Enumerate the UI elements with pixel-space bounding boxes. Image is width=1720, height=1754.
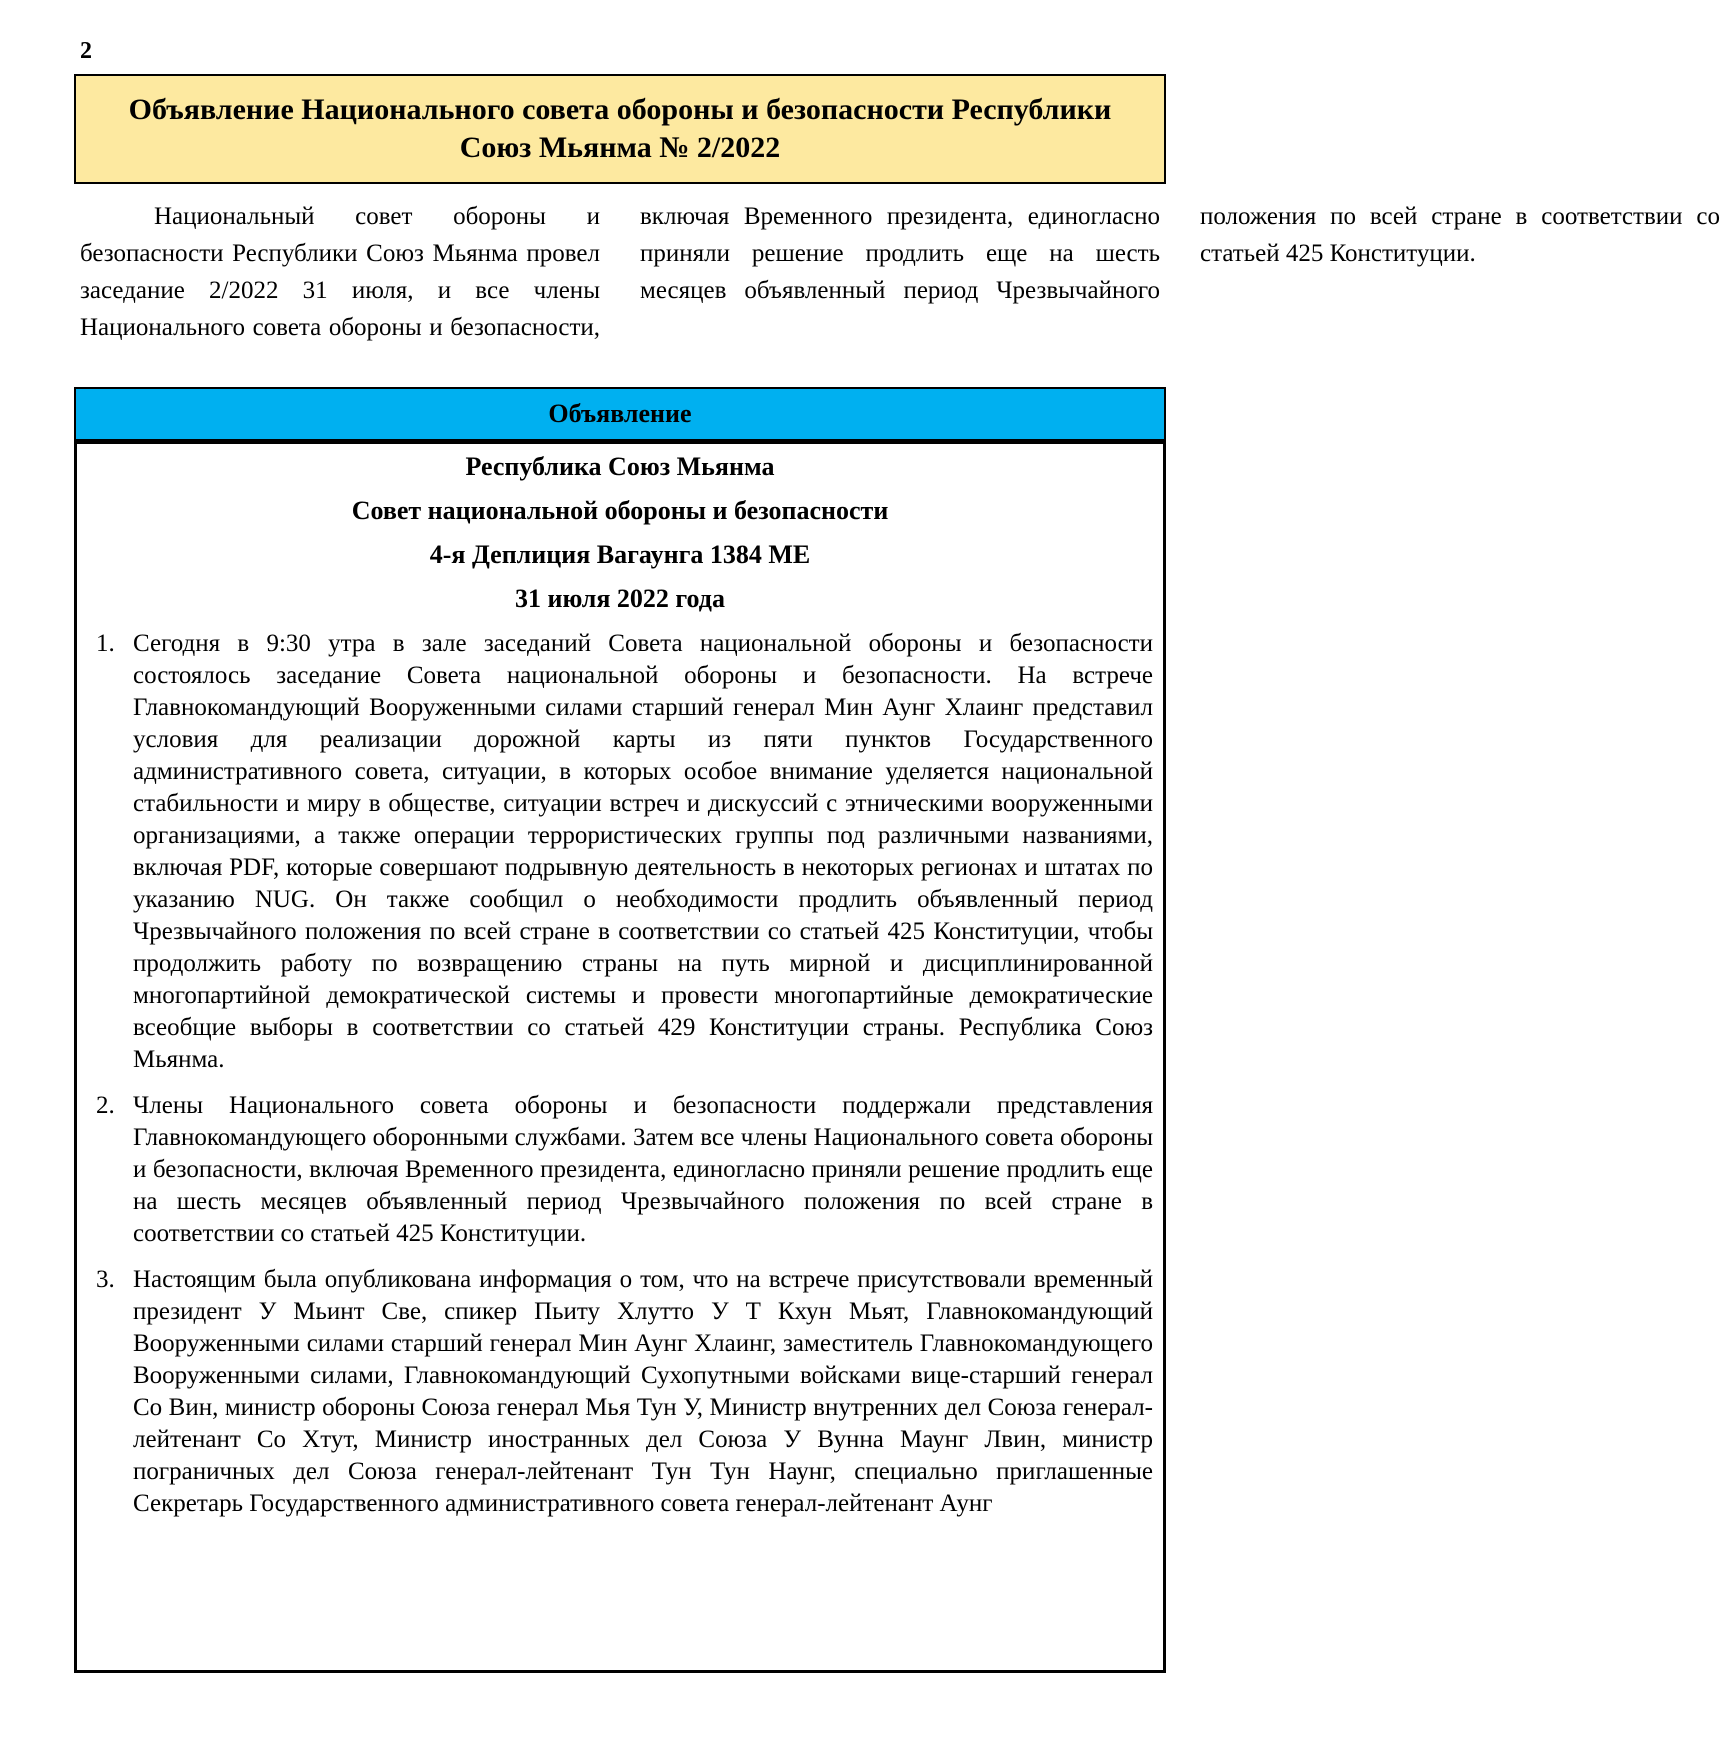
announcement-items xyxy=(87,628,1153,1520)
announcement-header-label: Объявление xyxy=(548,399,692,428)
list-item: 1. Сегодня в 9:30 утра в зале заседаний Совета национальной обороны и безопасности состоялось заседание Совета национальной обороны и безопасности. На встрече Главнокомандующий Вооруженными силами старший генерал Мин Аунг Хлаинг представил условия для реализации дорожной карты из пяти пунктов Государственного административного совета, ситуации, в которых особое внимание уделяется национальной стабильности и миру в обществе, ситуации встреч и дискуссий с этническими вооруженными организациями, а также операции террористических группы под различными названиями, включая PDF, которые совершают подрывную деятельность в некоторых регионах и штатах по указанию NUG. Он также сообщил о необходимости продлить объявленный период Чрезвычайного положения по всей стране в соответствии со статьей 425 Конституции, чтобы продолжить работу по возвращению страны на путь мирной и дисциплинированной многопартийной демократической системы и провести многопартийные демократические всеобщие выборы в соответствии со статьей 429 Конституции страны. Республика Союз Мьянма. xyxy=(121,628,1153,1076)
gregorian-date: 31 июля 2022 года xyxy=(515,584,725,613)
announcement-title-box xyxy=(74,74,1166,184)
republic-name: Республика Союз Мьянма xyxy=(465,452,775,481)
list-item: 2. Члены Национального совета обороны и безопасности поддержали представления Главнокомандующего оборонными службами. Затем все члены Национального совета обороны и безопасности, включая Временного президента, единогласно приняли решение продлить еще на шесть месяцев объявленный период Чрезвычайного положения по всей стране в соответствии со статьей 425 Конституции. xyxy=(121,1090,1153,1250)
council-name: Совет национальной обороны и безопасности xyxy=(351,496,889,525)
intro-paragraph: Национальный совет обороны и безопасности Республики Союз Мьянма провел заседание 2/2022 31 июля, и все члены Национального совета обороны и безопасности, включая Временного президента, единогласно приняли решение продлить еще на шесть месяцев объявленный период Чрезвычайного положения по всей стране в соответствии со статьей 425 Конституции. xyxy=(80,203,1720,341)
list-item: 3. Настоящим была опубликована информация о том, что на встрече присутствовали временный президент У Мьинт Све, спикер Пьиту Хлутто У Т Кхун Мьят, Главнокомандующий Вооруженными силами старший генерал Мин Аунг Хлаинг, заместитель Главнокомандующего Вооруженными силами, Главнокомандующий Сухопутными войсками вице-старший генерал Со Вин, министр обороны Союза генерал Мья Тун У, Министр внутренних дел Союза генерал-лейтенант Со Хтут, Министр иностранных дел Союза У Вунна Маунг Лвин, министр пограничных дел Союза генерал-лейтенант Тун Тун Наунг, специально приглашенные Секретарь Государственного административного совета генерал-лейтенант Аунг xyxy=(121,1264,1153,1520)
page-number: 2 xyxy=(80,38,92,64)
announcement-title: Объявление Национального совета обороны и безопасности Республики Союз Мьянма № 2/2022 xyxy=(128,93,1112,164)
myanmar-date: 4-я Деплиция Вагаунга 1384 ME xyxy=(429,540,811,569)
announcement-header xyxy=(74,387,1166,441)
announcement-body xyxy=(74,441,1166,1673)
